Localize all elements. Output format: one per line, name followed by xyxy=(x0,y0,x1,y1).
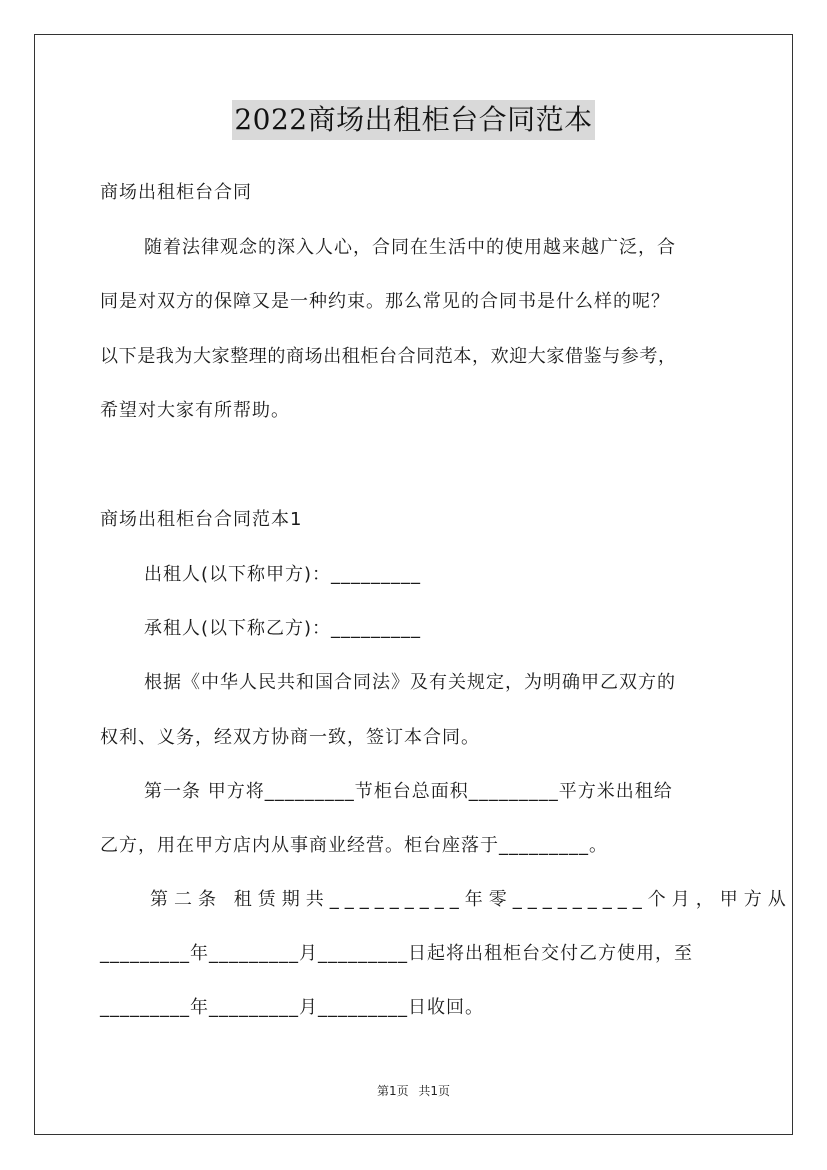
body-line: 同是对双方的保障又是一种约束。那么常见的合同书是什么样的呢？ xyxy=(100,291,670,312)
body-line: 随着法律观念的深入人心，合同在生活中的使用越来越广泛，合 xyxy=(144,237,676,258)
article-1-line: 第一条 甲方将_________节柜台总面积_________平方米出租给 xyxy=(144,781,673,802)
section-heading: 商场出租柜台合同 xyxy=(100,182,252,203)
lessor-line: 出租人(以下称甲方)：_________ xyxy=(144,564,422,585)
section-heading: 商场出租柜台合同范本1 xyxy=(100,509,303,530)
body-line: 权利、义务，经双方协商一致，签订本合同。 xyxy=(100,727,480,748)
article-2-line: 第二条 租赁期共_________年零_________个月，甲方从 xyxy=(150,889,792,910)
lessee-line: 承租人(以下称乙方)：_________ xyxy=(144,618,422,639)
body-line: 希望对大家有所帮助。 xyxy=(100,400,290,421)
article-2-line: _________年_________月_________日收回。 xyxy=(100,997,484,1018)
document-title: 2022商场出租柜台合同范本 xyxy=(232,100,594,140)
article-2-line: _________年_________月_________日起将出租柜台交付乙方使用，至 xyxy=(100,943,693,964)
body-line: 根据《中华人民共和国合同法》及有关规定，为明确甲乙双方的 xyxy=(144,672,676,693)
article-1-line: 乙方，用在甲方店内从事商业经营。柜台座落于_________。 xyxy=(100,835,608,856)
page-number: 第1页 xyxy=(376,1084,409,1098)
page-footer xyxy=(0,1083,827,1099)
title-container xyxy=(0,100,827,140)
page-total: 共1页 xyxy=(418,1084,451,1098)
body-line: 以下是我为大家整理的商场出租柜台合同范本，欢迎大家借鉴与参考， xyxy=(100,346,677,367)
